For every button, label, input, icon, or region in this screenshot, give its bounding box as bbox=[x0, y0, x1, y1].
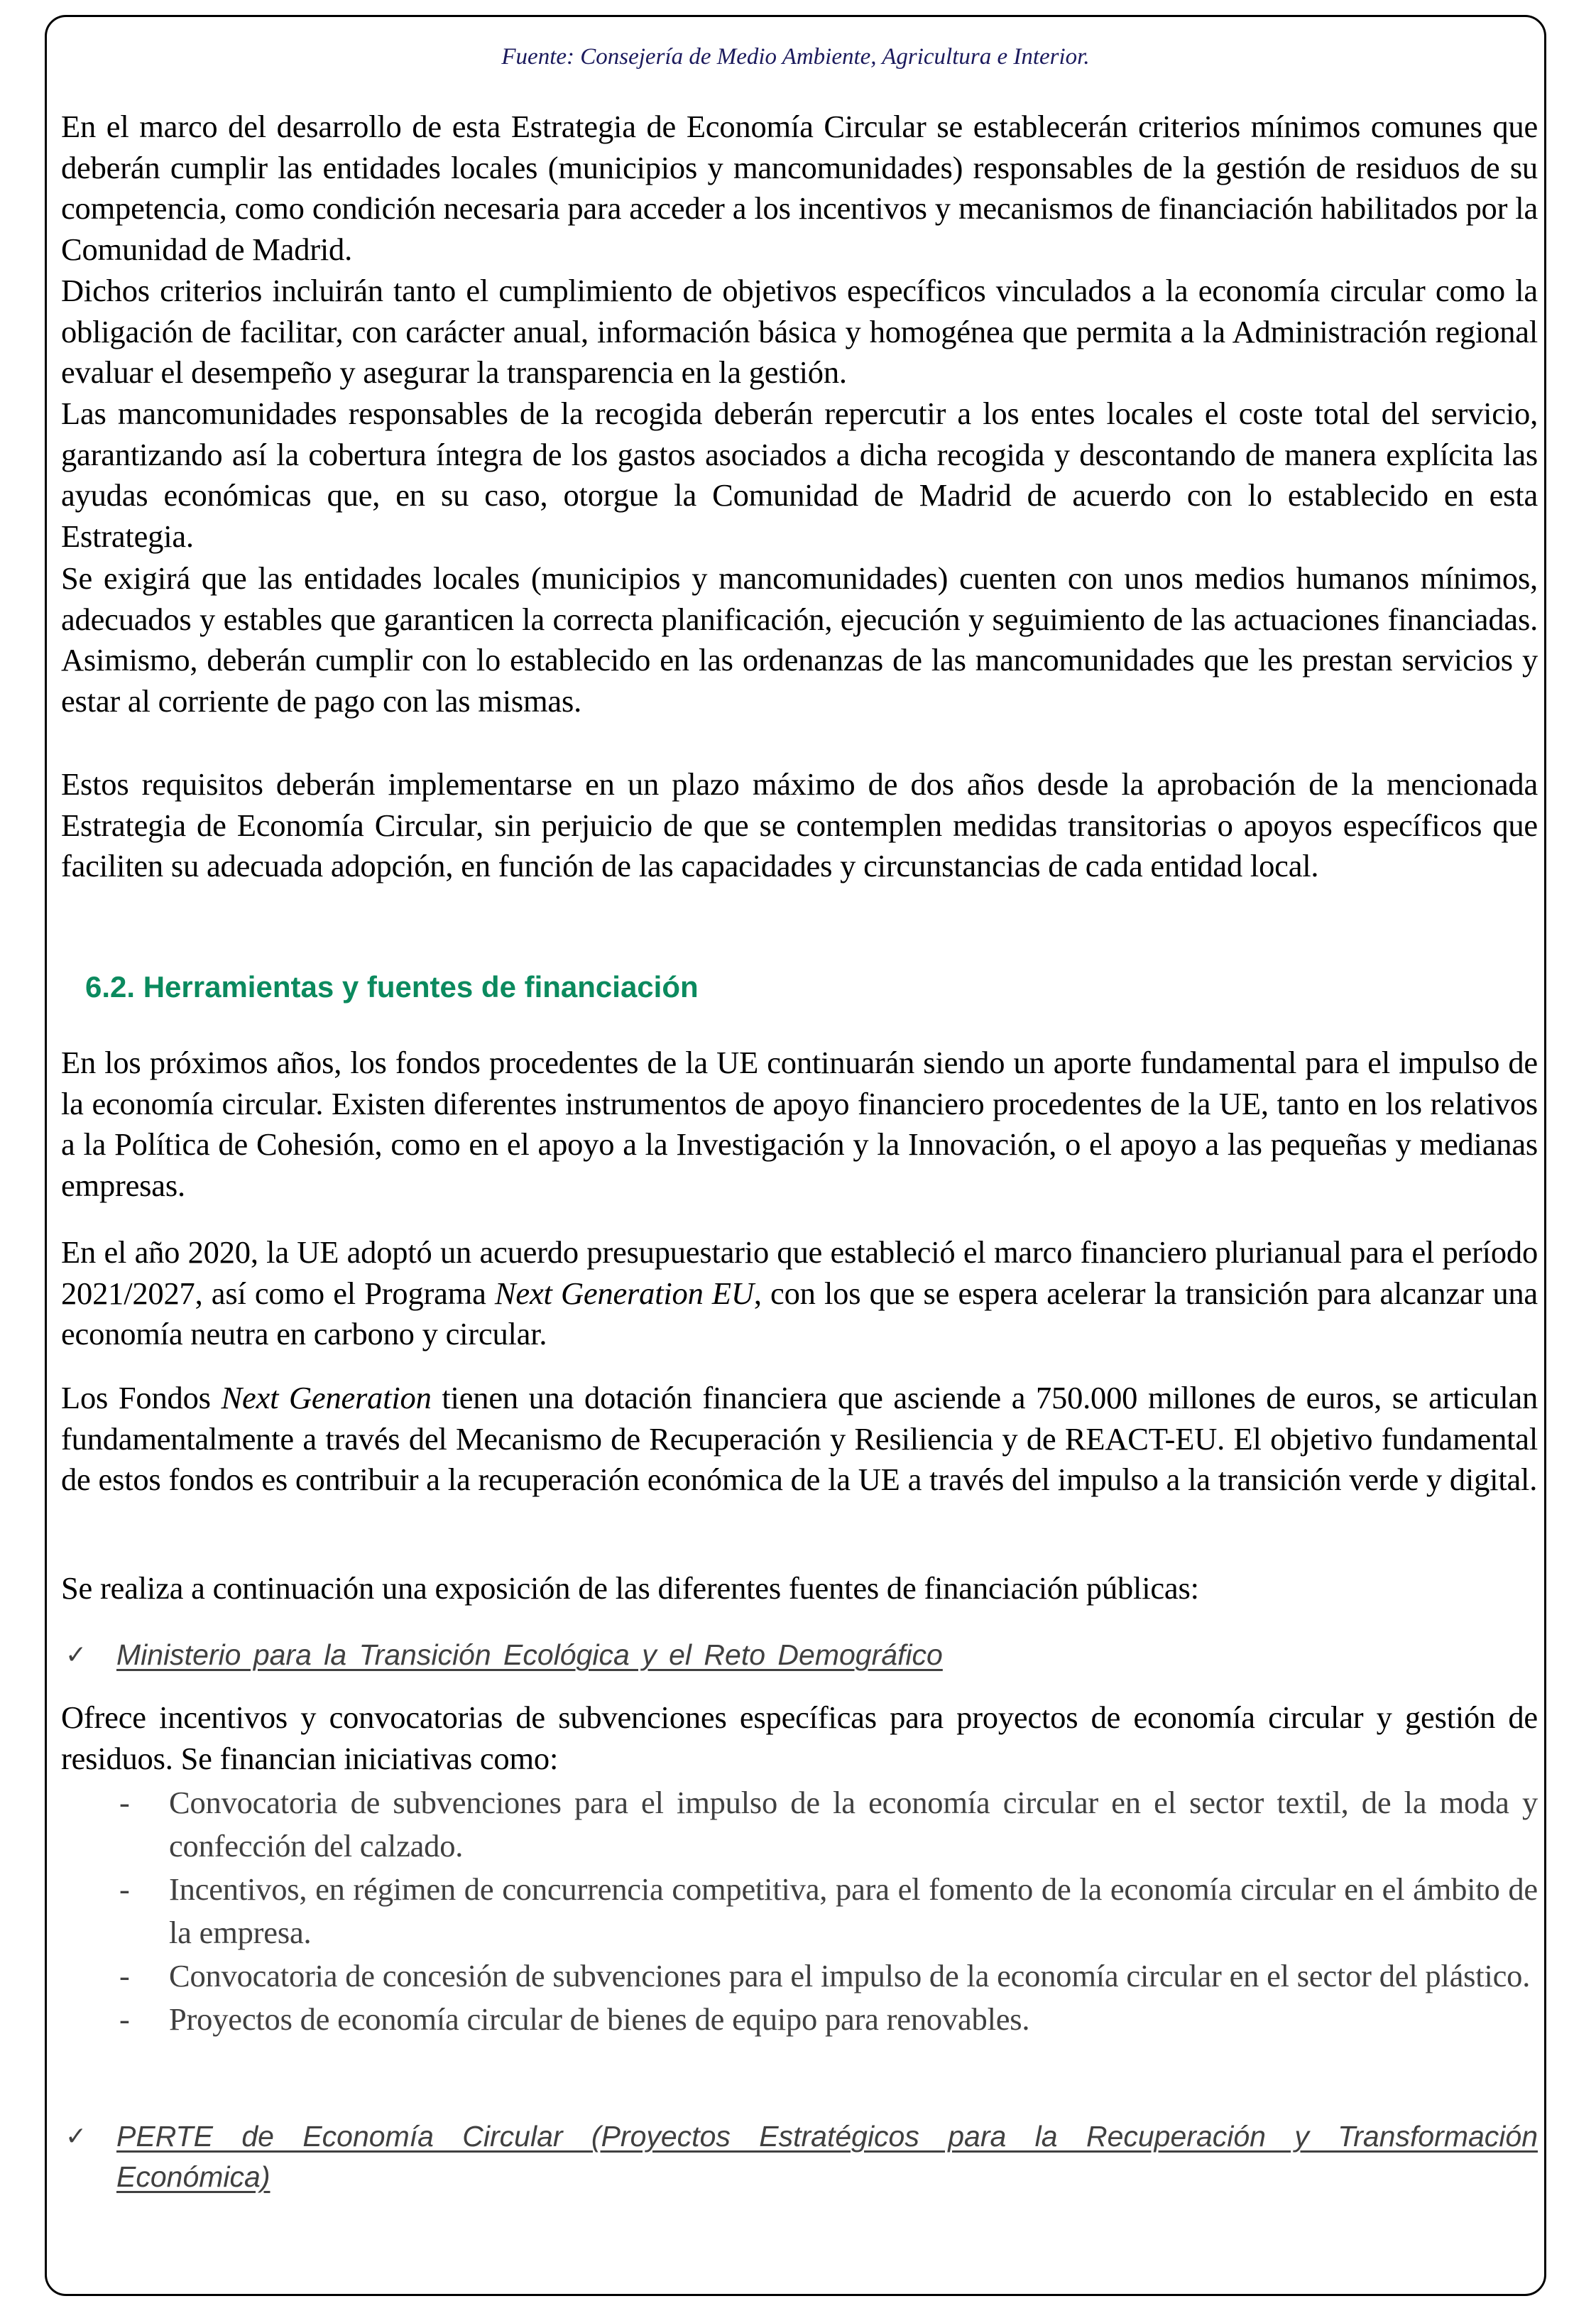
list-item bbox=[61, 1781, 1538, 1868]
paragraph-funding-intro: Se realiza a continuación una exposición de las diferentes fuentes de financiación públicas: bbox=[61, 1570, 1199, 1606]
list-item bbox=[61, 1998, 1538, 2041]
program-name-italic: Next Generation bbox=[221, 1380, 432, 1415]
funding-source-ministerio[interactable] bbox=[61, 1635, 1538, 1675]
funding-source-perte[interactable] bbox=[61, 2116, 1538, 2197]
paragraph-2020-agreement bbox=[61, 1232, 1538, 1355]
checkmark-icon: ✓ bbox=[65, 2122, 87, 2151]
funding-source-title-link[interactable]: Ministerio para la Transición Ecológica y el Reto Demográfico bbox=[116, 1638, 943, 1671]
paragraph-next-generation bbox=[61, 1378, 1538, 1501]
list-item bbox=[61, 1954, 1538, 1998]
dash-bullet-icon: - bbox=[119, 1871, 130, 1907]
paragraph-deadline: Estos requisitos deberán implementarse en un plazo máximo de dos años desde la aprobación de la mencionada Estrategia de Economía Circular, sin perjuicio de que se contemplen medidas transitorias o apoyos específicos que faciliten su adecuada adopción, en función de las capacidades y circunstancias de cada entidad local. bbox=[61, 766, 1538, 883]
section-heading: 6.2. Herramientas y fuentes de financiación bbox=[85, 970, 699, 1003]
ministerio-initiatives-list bbox=[61, 1781, 1538, 2041]
paragraph-criteria-details: Dichos criterios incluirán tanto el cumplimiento de objetivos específicos vinculados a la economía circular como la obligación de facilitar, con carácter anual, información básica y homogénea que permita a la Administración regional evaluar el desempeño y asegurar la transparencia en la gestión. bbox=[61, 273, 1538, 390]
list-item-text: Convocatoria de subvenciones para el impulso de la economía circular en el sector textil, de la moda y confección del calzado. bbox=[169, 1785, 1538, 1864]
dash-bullet-icon: - bbox=[119, 2001, 130, 2037]
funding-source-title-link[interactable]: PERTE de Economía Circular (Proyectos Estratégicos para la Recuperación y Transformación Económica) bbox=[116, 2120, 1538, 2193]
paragraph-ministerio-description: Ofrece incentivos y convocatorias de subvenciones específicas para proyectos de economía circular y gestión de residuos. Se financian iniciativas como: bbox=[61, 1699, 1538, 1776]
paragraph-eu-funds: En los próximos años, los fondos procedentes de la UE continuarán siendo un aporte fundamental para el impulso de la economía circular. Existen diferentes instrumentos de apoyo financiero procedentes de la UE, tanto en los relativos a la Política de Cohesión, como en el apoyo a la Investigación y la Innovación, o el apoyo a las pequeñas y medianas empresas. bbox=[61, 1045, 1538, 1203]
text-segment: tienen una dotación financiera que asciende a 750.000 millones de euros, se articulan fundamentalmente a través del Mecanismo de Recuperación y Resiliencia y de REACT-EU. El objetivo fundamental de estos fondos es contribuir a la recuperación económica de la UE a través del impulso a la transición verde y digital. bbox=[61, 1380, 1538, 1497]
program-name-italic: Next Generation EU bbox=[494, 1275, 754, 1311]
text-segment: , con los que se espera acelerar la transición para alcanzar una economía neutra en carbono y circular. bbox=[61, 1275, 1538, 1351]
checkmark-icon: ✓ bbox=[65, 1641, 87, 1670]
paragraph-criteria-intro: En el marco del desarrollo de esta Estrategia de Economía Circular se establecerán criterios mínimos comunes que deberán cumplir las entidades locales (municipios y mancomunidades) responsables de la gestión de residuos de su competencia, como condición necesaria para acceder a los incentivos y mecanismos de financiación habilitados por la Comunidad de Madrid. bbox=[61, 109, 1538, 267]
list-item-text: Convocatoria de concesión de subvenciones para el impulso de la economía circular en el sector del plástico. bbox=[169, 1958, 1531, 1993]
dash-bullet-icon: - bbox=[119, 1785, 130, 1820]
list-item bbox=[61, 1868, 1538, 1954]
list-item-text: Incentivos, en régimen de concurrencia competitiva, para el fomento de la economía circular en el ámbito de la empresa. bbox=[169, 1871, 1538, 1950]
source-caption: Fuente: Consejería de Medio Ambiente, Agricultura e Interior. bbox=[501, 44, 1090, 70]
dash-bullet-icon: - bbox=[119, 1958, 130, 1993]
text-segment: En el año 2020, la UE adoptó un acuerdo presupuestario que estableció el marco financiero plurianual para el período 2021/2027, así como el Programa bbox=[61, 1234, 1538, 1311]
paragraph-human-resources: Se exigirá que las entidades locales (municipios y mancomunidades) cuenten con unos medios humanos mínimos, adecuados y estables que garanticen la correcta planificación, ejecución y seguimiento de las actuaciones financiadas. Asimismo, deberán cumplir con lo establecido en las ordenanzas de las mancomunidades que les prestan servicios y estar al corriente de pago con las mismas. bbox=[61, 560, 1538, 719]
list-item-text: Proyectos de economía circular de bienes de equipo para renovables. bbox=[169, 2001, 1030, 2037]
text-segment: Los Fondos bbox=[61, 1380, 222, 1415]
paragraph-mancomunidades: Las mancomunidades responsables de la recogida deberán repercutir a los entes locales el coste total del servicio, garantizando así la cobertura íntegra de los gastos asociados a dicha recogida y descontando de manera explícita las ayudas económicas que, en su caso, otorgue la Comunidad de Madrid de acuerdo con lo establecido en esta Estrategia. bbox=[61, 396, 1538, 554]
